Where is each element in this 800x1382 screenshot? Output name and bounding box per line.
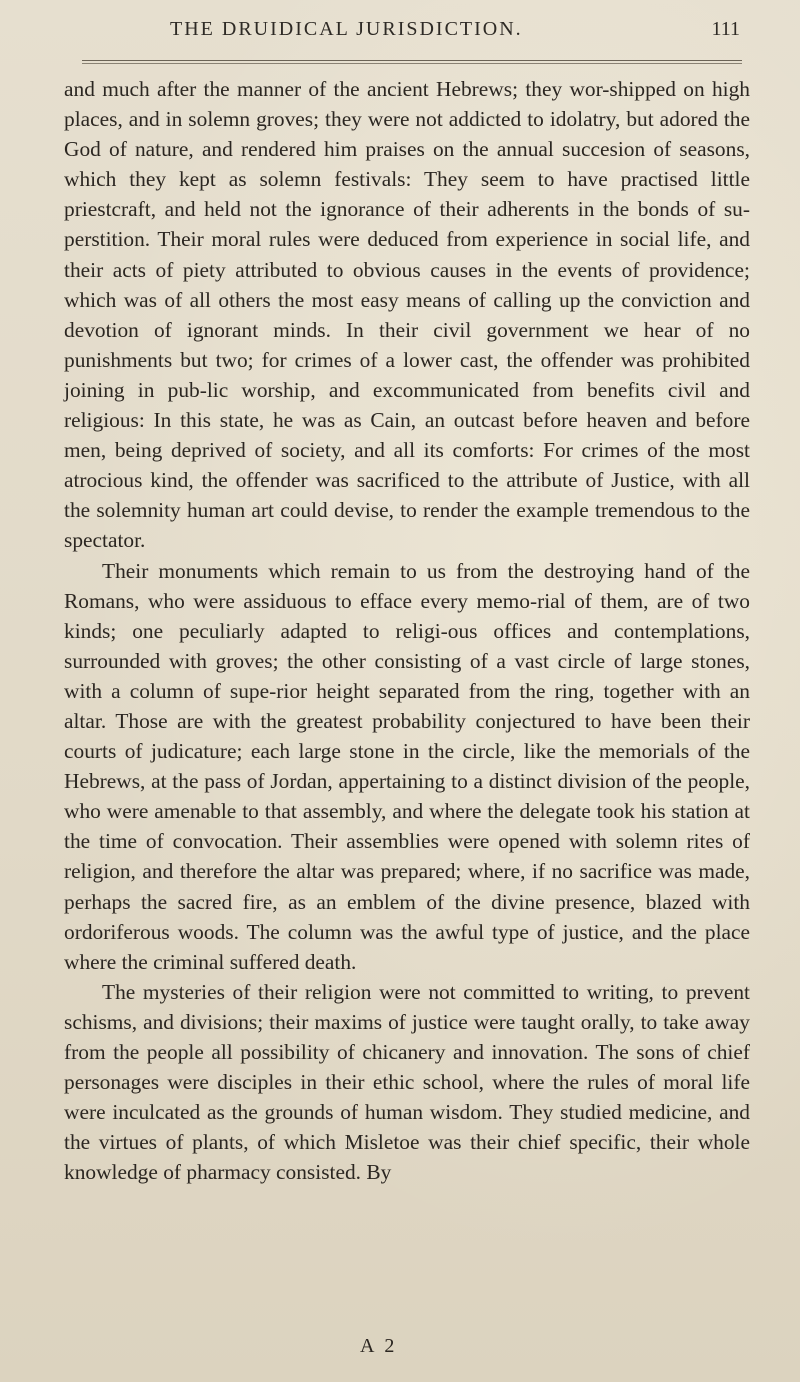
running-head-title: THE DRUIDICAL JURISDICTION. (170, 18, 523, 40)
header-rule (82, 60, 742, 64)
page-number: 111 (711, 18, 740, 40)
paragraph-2: Their monuments which remain to us from the destroying hand of the Romans, who were assiduous to efface every memo-rial of them, are of two kinds; one peculiarly adapted to religi-ous offices and contemplations, surrounded with groves; the other consisting of a vast circle of large stones, with a column of supe-rior height separated from the ring, together with an altar. Those are with the greatest probability conjectured to have been their courts of judicature; each large stone in the circle, like the memorials of the Hebrews, at the pass of Jordan, appertaining to a distinct division of the people, who were amenable to that assembly, and where the delegate took his station at the time of convocation. Their assemblies were opened with solemn rites of religion, and therefore the altar was prepared; where, if no sacrifice was made, perhaps the sacred fire, as an emblem of the divine presence, blazed with ordoriferous woods. The column was the awful type of justice, and the place where the criminal suffered death. (64, 558, 750, 974)
paragraph-3: The mysteries of their religion were not committed to writing, to prevent schisms, and divisions; their maxims of justice were taught orally, to take away from the people all possibility of chicanery and innovation. The sons of chief personages were disciples in their ethic school, where the rules of moral life were inculcated as the grounds of human wisdom. They studied medicine, and the virtues of plants, of which Misletoe was their chief specific, their whole knowledge of pharmacy consisted. By (64, 979, 750, 1185)
paragraph-1: and much after the manner of the ancient Hebrews; they wor-shipped on high places, and in solemn groves; they were not addicted to idolatry, but adored the God of nature, and rendered him praises on the annual succesion of seasons, which they kept as solemn festivals: They seem to have practised little priestcraft, and held not the ignorance of their adherents in the bonds of su-perstition. Their moral rules were deduced from experience in social life, and their acts of piety attributed to obvious causes in the events of providence; which was of all others the most easy means of calling up the conviction and devotion of ignorant minds. In their civil government we hear of no punishments but two; for crimes of a lower cast, the offender was prohibited joining in pub-lic worship, and excommunicated from benefits civil and religious: In this state, he was as Cain, an outcast before heaven and before men, being deprived of society, and all its comforts: For crimes of the most atrocious kind, the offender was sacrificed to the attribute of Justice, with all the solemnity human art could devise, to render the example tremendous to the spectator. (64, 77, 750, 553)
running-head (90, 18, 740, 48)
signature-mark: A 2 (360, 1335, 398, 1357)
body-text (64, 74, 750, 1187)
